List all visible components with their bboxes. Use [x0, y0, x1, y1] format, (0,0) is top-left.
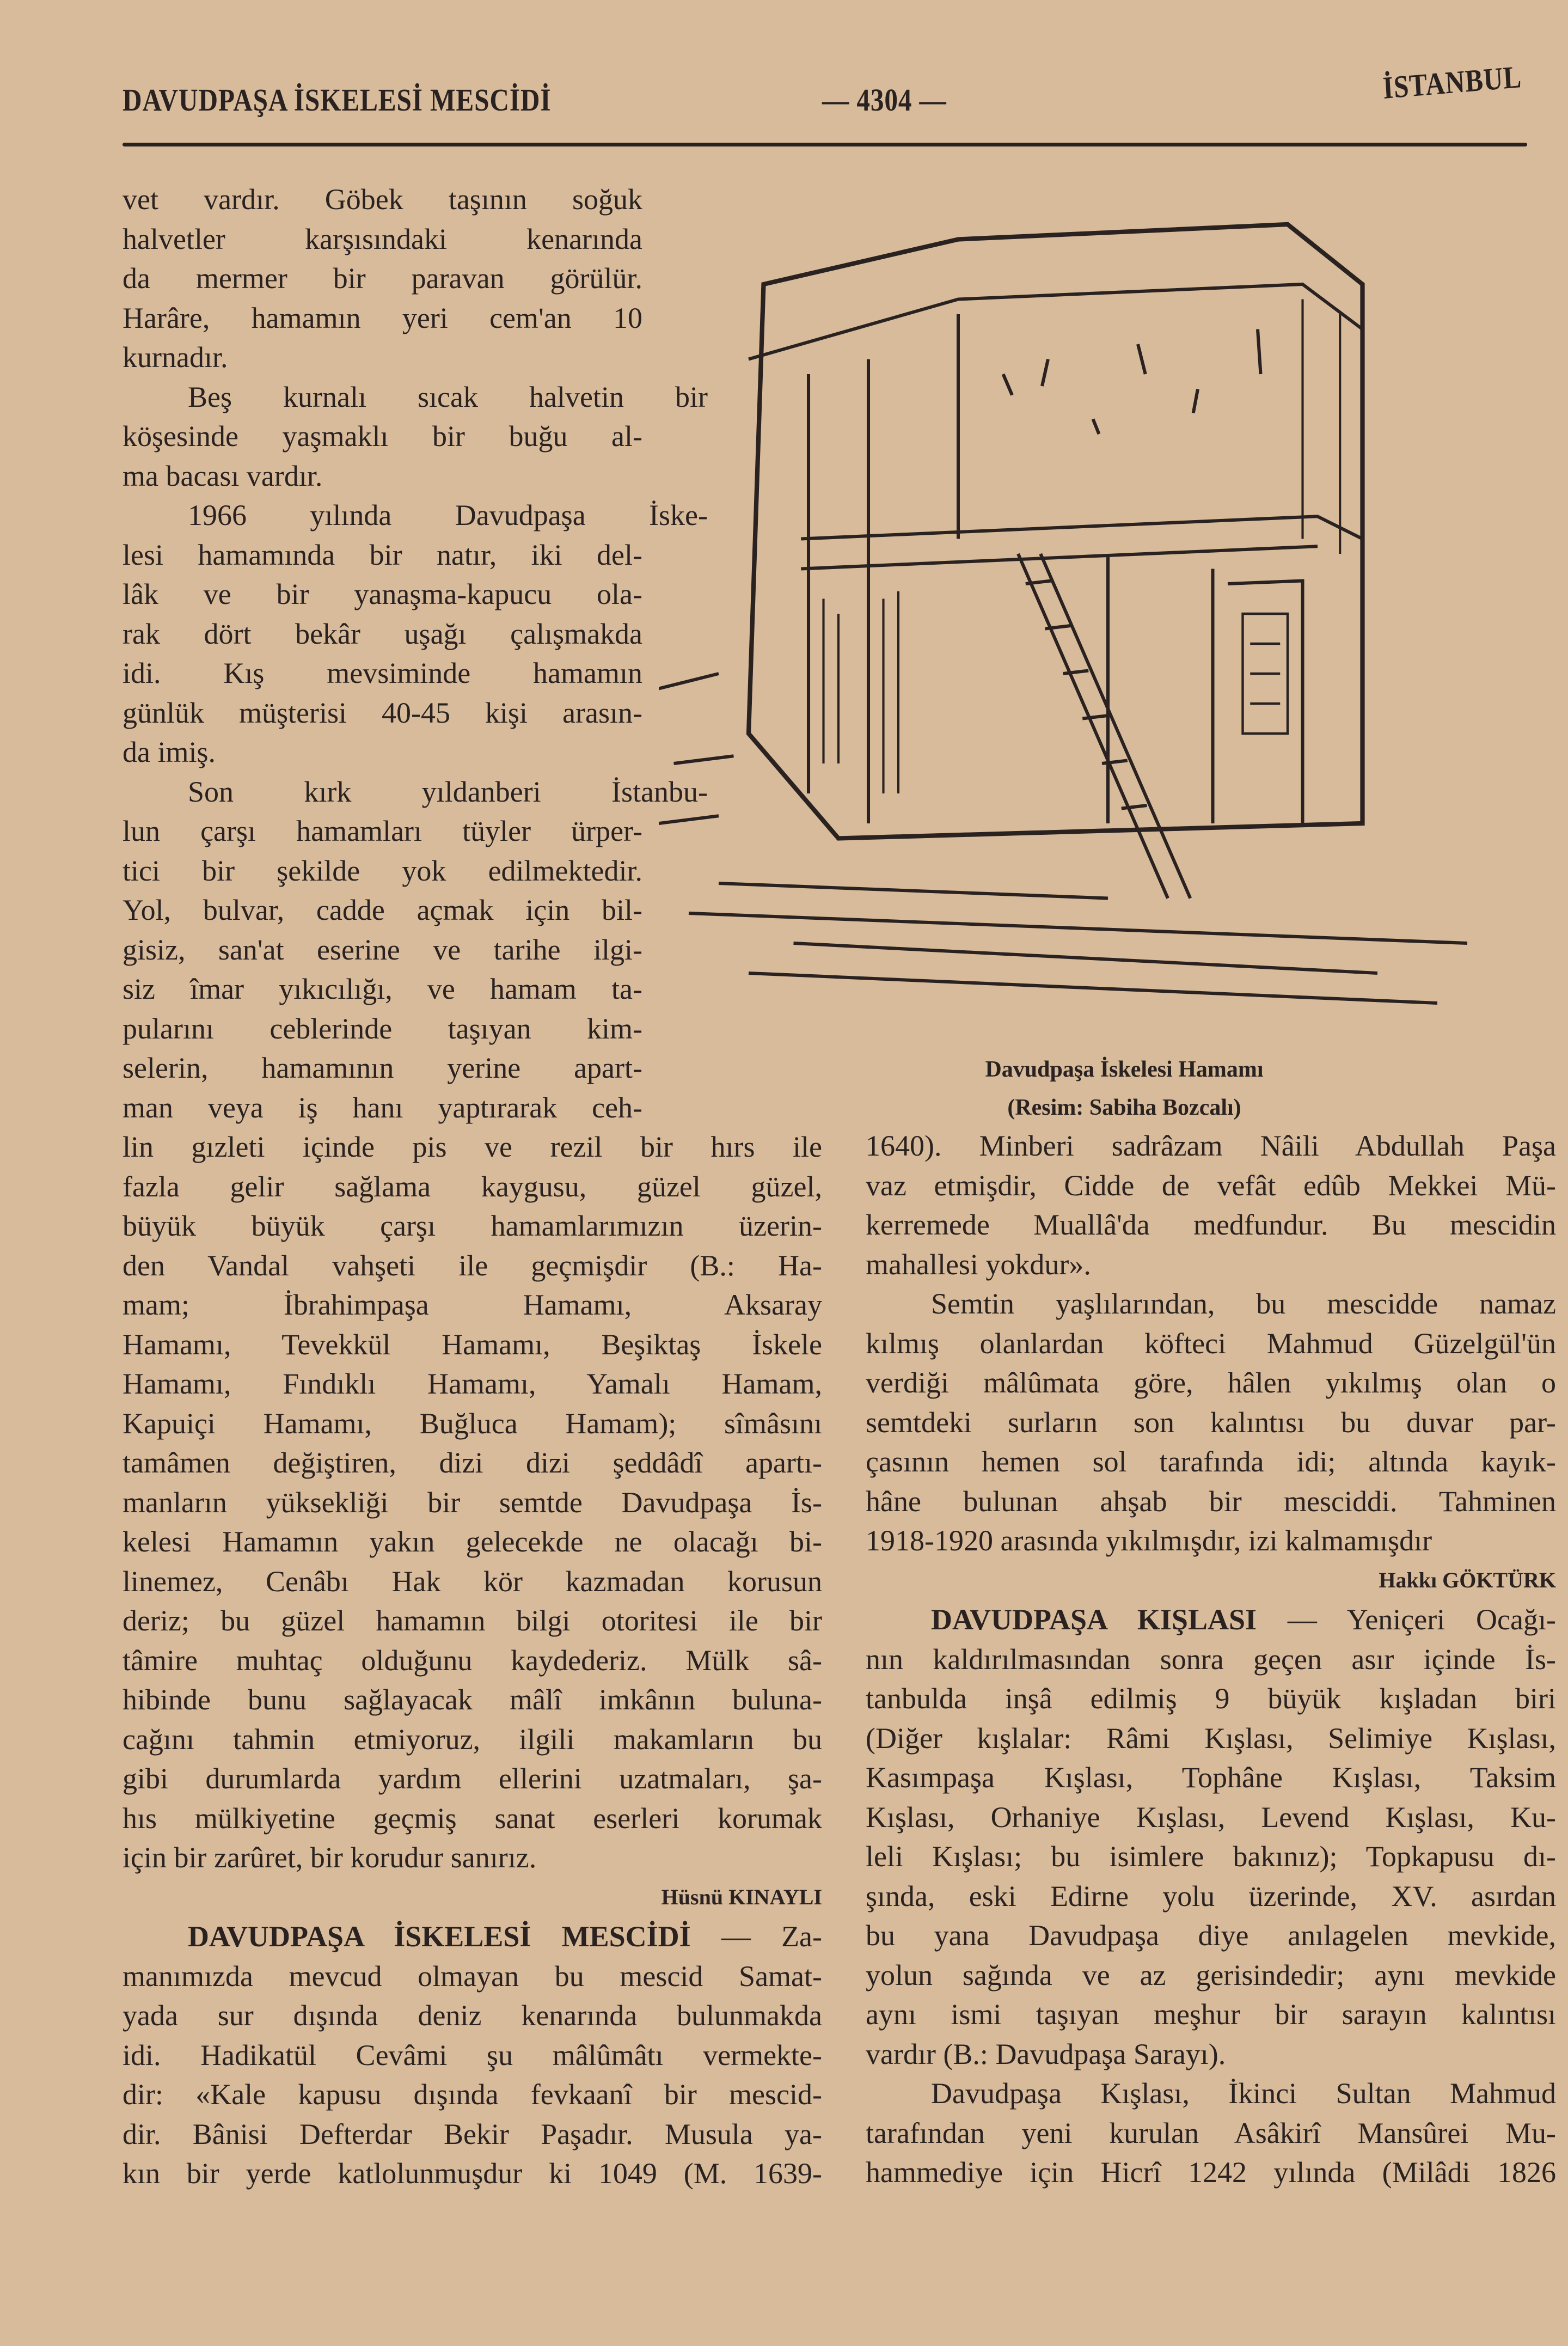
text-line: lesi hamamında bir natır, iki del- — [122, 538, 642, 571]
left-column — [122, 180, 822, 2194]
entry-heading: DAVUDPAŞA KIŞLASI — [931, 1603, 1257, 1636]
entry-text: — Yeniçeri Ocağı- — [1257, 1603, 1556, 1636]
text-line: kurnadır. — [122, 341, 228, 374]
text-line: bu yana Davudpaşa diye anılagelen mevkide, — [866, 1919, 1556, 1952]
text-line: kelesi Hamamın yakın gelecekde ne olacağı bi- — [122, 1525, 822, 1558]
text-line: tici bir şekilde yok edilmektedir. — [122, 854, 642, 887]
text-line: lâk ve bir yanaşma-kapucu ola- — [122, 578, 642, 610]
article-signature: Hakkı GÖKTÜRK — [1379, 1567, 1556, 1592]
figure-credit: (Resim: Sabiha Bozcalı) — [1007, 1095, 1241, 1120]
text-line — [866, 1600, 1556, 1640]
text-line: selerin, hamamının yerine apart- — [122, 1052, 642, 1084]
text-line: vet vardır. Göbek taşının soğuk — [122, 183, 642, 216]
text-line: pularını ceblerinde taşıyan kim- — [122, 1012, 642, 1045]
text-line: idi. Hadikatül Cevâmi şu mâlûmâtı vermekte- — [122, 2038, 822, 2072]
running-header-volume: İSTANBUL — [1382, 59, 1523, 106]
text-line: ma bacası vardır. — [122, 459, 323, 492]
figure-caption: Davudpaşa İskelesi Hamamı — [985, 1057, 1264, 1082]
text-line: için bir zarûret, bir korudur sanırız. — [122, 1841, 537, 1874]
text-line: büyük büyük çarşı hamamlarımızın üzerin- — [122, 1209, 822, 1242]
text-line: tâmire muhtaç olduğunu kaydederiz. Mülk sâ- — [122, 1644, 822, 1677]
text-line: mam; İbrahimpaşa Hamamı, Aksaray — [122, 1288, 822, 1321]
text-line: linemez, Cenâbı Hak kör kazmadan korusun — [122, 1565, 822, 1598]
text-line: Kasımpaşa Kışlası, Tophâne Kışlası, Taksim — [866, 1761, 1556, 1794]
text-line: kın bir yerde katlolunmuşdur ki 1049 (M. 1639- — [122, 2157, 822, 2190]
text-line: yolun sağında ve az gerisindedir; aynı mevkide — [866, 1958, 1556, 1991]
text-line: gibi durumlarda yardım ellerini uzatmaları, şa- — [122, 1762, 822, 1795]
text-line: Hamamı, Tevekkül Hamamı, Beşiktaş İskele — [122, 1328, 822, 1361]
text-line: halvetler karşısındaki kenarında — [122, 222, 642, 255]
text-line: Hamamı, Fındıklı Hamamı, Yamalı Hamam, — [122, 1367, 822, 1400]
text-line: vaz etmişdir, Cidde de vefât edûb Mekkei Mü- — [866, 1169, 1556, 1202]
text-line: hıs mülkiyetine geçmiş sanat eserleri korumak — [122, 1801, 822, 1835]
entry-heading: DAVUDPAŞA İSKELESİ MESCİDİ — [188, 1920, 691, 1953]
text-line: lun çarşı hamamları tüyler ürper- — [122, 815, 642, 847]
text-line: Kışlası, Orhaniye Kışlası, Levend Kışlası, Ku- — [866, 1800, 1556, 1834]
text-line: köşesinde yaşmaklı bir buğu al- — [122, 420, 642, 453]
text-line: tarafından yeni kurulan Asâkirî Mansûrei Mu- — [866, 2116, 1556, 2149]
text-line: manımızda mevcud olmayan bu mescid Samat- — [122, 1959, 822, 1993]
text-line: vardır (B.: Davudpaşa Sarayı). — [866, 2037, 1226, 2070]
page-number: — 4304 — — [822, 82, 947, 118]
text-line — [122, 1917, 822, 1957]
text-line: manların yüksekliği bir semtde Davudpaşa İs- — [122, 1486, 822, 1519]
text-line: dir. Bânisi Defterdar Bekir Paşadır. Musula ya- — [122, 2117, 822, 2150]
text-line: tanbulda inşâ edilmiş 9 büyük kışladan biri — [866, 1682, 1556, 1715]
text-line: aynı ismi taşıyan meşhur bir sarayın kalıntısı — [866, 1998, 1556, 2031]
text-line: Harâre, hamamın yeri cem'an 10 — [122, 301, 642, 334]
entry-text: — Za- — [690, 1920, 822, 1953]
running-header-title: DAVUDPAŞA İSKELESİ MESCİDİ — [122, 82, 552, 118]
text-line: lin gızleti içinde pis ve rezil bir hırs ile — [122, 1131, 822, 1163]
right-column — [866, 1126, 1556, 2192]
text-line: 1640). Minberi sadrâzam Nâili Abdullah Paşa — [866, 1129, 1556, 1162]
text-line: hâne bulunan ahşab bir mesciddi. Tahminen — [866, 1484, 1556, 1518]
text-line: verdiği mâlûmata göre, hâlen yıkılmış olan o — [866, 1366, 1556, 1399]
text-line: dir: «Kale kapusu dışında fevkaanî bir mescid- — [122, 2078, 822, 2111]
text-line: Kapuiçi Hamamı, Buğluca Hamam); sîmâsını — [122, 1407, 822, 1440]
text-line: tamâmen değiştiren, dizi dizi şeddâdî apartı- — [122, 1446, 822, 1479]
text-line: siz îmar yıkıcılığı, ve hamam ta- — [122, 973, 642, 1005]
text-line: Semtin yaşlılarından, bu mescidde namaz — [931, 1287, 1556, 1320]
text-line: da imiş. — [122, 736, 216, 768]
text-line: şında, eski Edirne yolu üzerinde, XV. asırdan — [866, 1879, 1556, 1913]
text-line: Son kırk yıldanberi İstanbu- — [188, 775, 708, 808]
text-line: 1918-1920 arasında yıkılmışdır, izi kalmamışdır — [866, 1524, 1432, 1557]
text-line: man veya iş hanı yaptırarak ceh- — [122, 1091, 642, 1124]
text-line: leli Kışlası; bu isimlere bakınız); Topkapusu dı- — [866, 1840, 1556, 1873]
text-line: (Diğer kışlalar: Râmi Kışlası, Selimiye Kışlası, — [866, 1721, 1556, 1755]
text-line: hammediye için Hicrî 1242 yılında (Milâdi 1826 — [866, 2156, 1556, 2189]
text-line: idi. Kış mevsiminde hamamın — [122, 657, 642, 689]
text-line: 1966 yılında Davudpaşa İske- — [188, 499, 708, 531]
text-line: den Vandal vahşeti ile geçmişdir (B.: Ha- — [122, 1249, 822, 1282]
text-line: cağını tahmin etmiyoruz, ilgili makamların bu — [122, 1722, 822, 1756]
text-line: Yol, bulvar, cadde açmak için bil- — [122, 894, 642, 926]
text-line: deriz; bu güzel hamamın bilgi otoritesi ile bir — [122, 1604, 822, 1637]
text-line: Beş kurnalı sıcak halvetin bir — [188, 380, 708, 413]
text-line: mahallesi yokdur». — [866, 1248, 1091, 1281]
article-signature: Hüsnü KINAYLI — [661, 1884, 822, 1909]
text-line: kerremede Muallâ'da medfundur. Bu mescidin — [866, 1208, 1556, 1241]
text-line: yada sur dışında deniz kenarında bulunmakda — [122, 1999, 822, 2032]
text-line: nın kaldırılmasından sonra geçen asır içinde İs- — [866, 1642, 1556, 1676]
text-line: fazla gelir sağlama kaygusu, güzel güzel, — [122, 1170, 822, 1203]
text-line: rak dört bekâr uşağı çalışmakda — [122, 617, 642, 650]
text-line: Davudpaşa Kışlası, İkinci Sultan Mahmud — [931, 2077, 1556, 2110]
header-rule — [122, 143, 1527, 146]
text-line: hibinde bunu sağlayacak mâlî imkânın buluna- — [122, 1683, 822, 1716]
text-line: günlük müşterisi 40-45 kişi arasın- — [122, 696, 642, 729]
text-line: gisiz, san'at eserine ve tarihe ilgi- — [122, 933, 642, 966]
text-line: çasının hemen sol tarafında idi; altında kayık- — [866, 1445, 1556, 1478]
text-line: semtdeki surların son kalıntısı bu duvar par- — [866, 1406, 1556, 1439]
text-line: da mermer bir paravan görülür. — [122, 262, 642, 295]
text-line: kılmış olanlardan köfteci Mahmud Güzelgül'ün — [866, 1327, 1556, 1360]
